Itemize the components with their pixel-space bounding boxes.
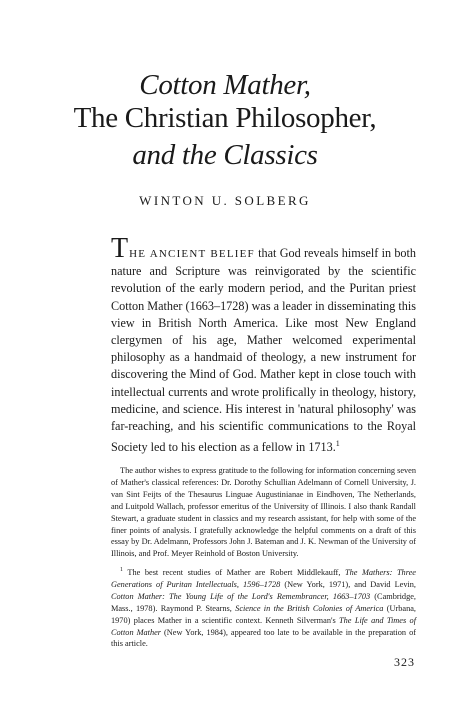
- fn1-part-d: Cotton Mather: The Young Life of the Lord's Remembrancer, 1663–1703: [111, 591, 371, 601]
- title-line-3: and the Classics: [132, 139, 318, 171]
- page-number: 323: [394, 655, 415, 669]
- fn1-part-g: (Urbana, 1970) places Mather in a scientific context. Kenneth Silverman's: [111, 603, 417, 625]
- acknowledgement-note: The author wishes to express gratitude to the following for information concerning seven of Mather's classical references: Dr. Dorothy Schullian Adelmann of Cornell University, J. van Sint Feijts of the Thesaurus Linguae Augustinianae in Eindhoven, The Netherlands, and Luitpold Wallach, professor emeritus of the University of Illinois. I also thank Randall Stewart, a graduate student in classics and my research assistant, for help with some of the finer points of analysis. I gratefully acknowledge the helpful comments on a draft of this essay by Dr. Adelmann, Professors John J. Bateman and J. K. Newman of the University of Illinois, and Prof. Meyer Reinhold of Boston University.: [111, 466, 416, 559]
- lead-in-smallcaps: HE ANCIENT BELIEF: [129, 248, 255, 260]
- fn1-part-h: The Life and Times of Cotton Mather: [111, 615, 416, 637]
- footnote-mark: 1: [335, 439, 340, 449]
- title-line-1: Cotton Mather,: [139, 69, 311, 101]
- fn1-part-i: (New York, 1984), appeared too late to be available in the preparation of this article.: [111, 627, 417, 649]
- footnote-1: [111, 565, 416, 650]
- fn1-part-c: (New York, 1971), and David Levin,: [284, 579, 417, 589]
- author-name: WINTON U. SOLBERG: [139, 193, 311, 208]
- fn1-part-b: The Mathers: Three Generations of Puritan Intellectuals, 1596–1728: [111, 568, 416, 589]
- title-line-2: The Christian Philosopher,: [73, 102, 377, 134]
- body-text: that God reveals himself in both nature and Scripture was reinvigorated by the scientific revolution of the early modern period, and the Puritan priest Cotton Mather (1663–1728) was a leader in disseminating this view in British North America. Like most New England clergymen of his age, Mather welcomed experimental philosophy as a handmaid of theology, a new instrument for discovering the Mind of God. Mather kept in close touch with intellectual currents and wrote prolifically in theology, history, medicine, and science. His interest in 'natural philosophy' was far-reaching, and his scientific communications to the Royal Society led to his election as a fellow in 1713.: [111, 246, 417, 455]
- footnote-1-mark: 1: [120, 567, 123, 574]
- fn1-part-a: The best recent studies of Mather are Robert Middlekauff,: [127, 568, 341, 578]
- body-paragraph: [111, 233, 417, 457]
- drop-cap: T: [111, 233, 130, 264]
- footnotes: [111, 465, 416, 652]
- fn1-part-f: Science in the British Colonies of America: [235, 603, 384, 613]
- fn1-part-e: (Cambridge, Mass., 1978). Raymond P. Stearns,: [111, 591, 416, 613]
